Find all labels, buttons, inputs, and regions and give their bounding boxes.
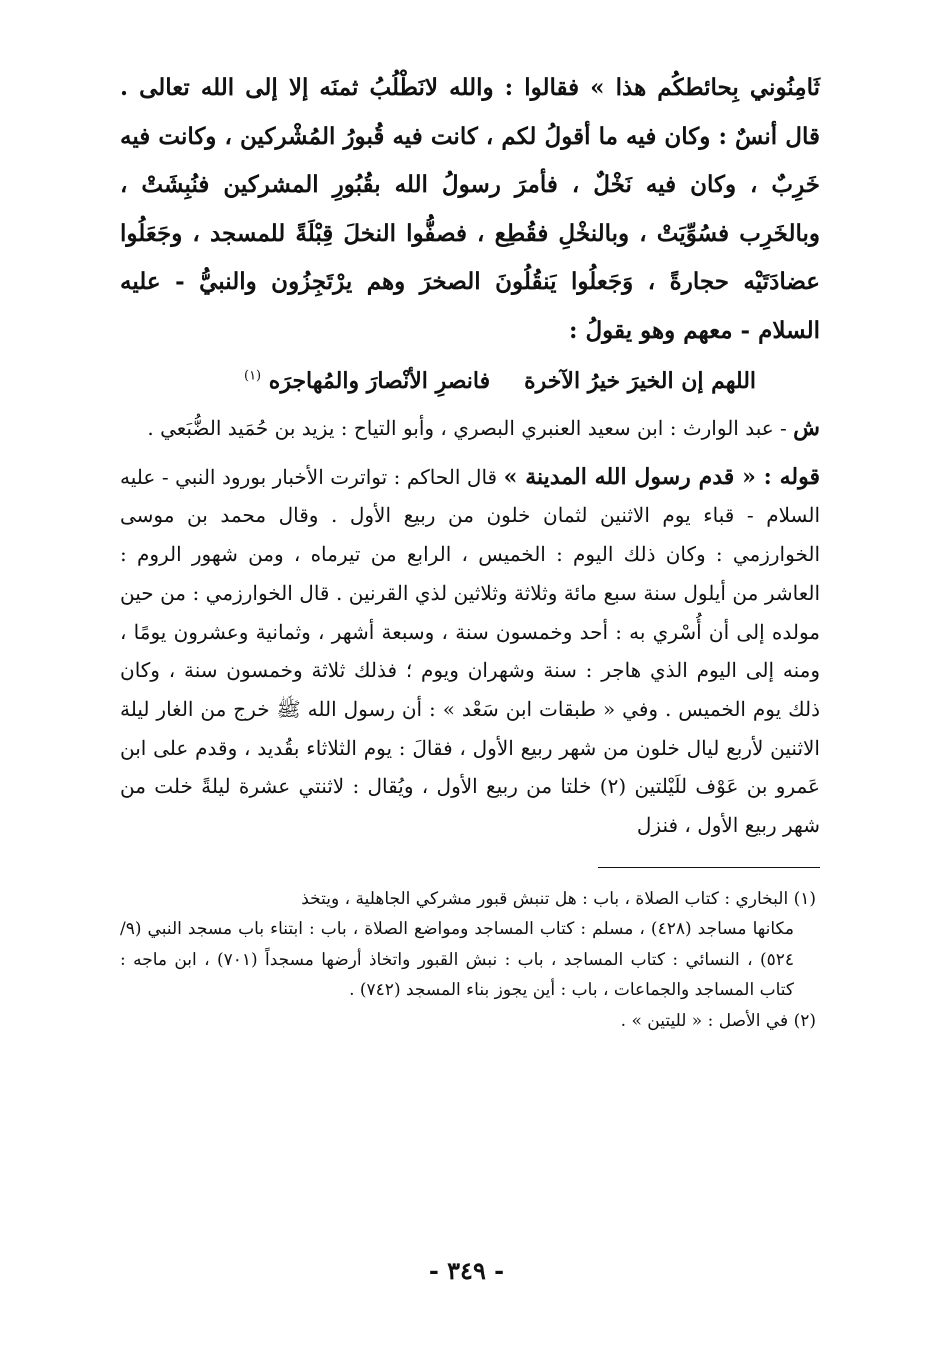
commentary-lead: قوله : « قدم رسول الله المدينة » xyxy=(503,463,820,490)
sharh-lead: ش xyxy=(793,415,820,441)
footnote-1-continuation: مكانها مساجد (٤٢٨) ، مسلم : كتاب المساجد ومواضع الصلاة ، باب : ابتناء باب مسجد النبي (٩/ ٥٢٤) ، النسائي : كتاب المساجد ، باب : نبش القبور واتخاذ أرضها مسجداً (٧٠١) ، ابن ماجه : كتاب المساجد والجماعات ، باب : أين يجوز بناء المسجد (٧٤٢) . xyxy=(120,919,794,1001)
footnotes xyxy=(120,884,820,1037)
page-body xyxy=(120,64,820,1036)
verse-second-hemistich xyxy=(244,368,490,394)
commentary-paragraph xyxy=(120,458,820,845)
verse-first-hemistich: اللهم إن الخيرَ خيرُ الآخرة xyxy=(524,368,757,394)
poetry-verse xyxy=(120,361,820,401)
verse-second-text: فانصرِ الأنْصارَ والمُهاجرَه xyxy=(268,368,491,394)
footnote-separator xyxy=(598,867,820,868)
sharh-paragraph xyxy=(120,409,820,448)
footnote-2: (٢) في الأصل : « لليتين » . xyxy=(620,1010,816,1031)
footnote-marker-1[interactable]: (١) xyxy=(243,368,262,384)
hadith-text: ثَامِنُوني بِحائطكُم هذا » فقالوا : والله لانَطْلُبُ ثمنَه إلا إلى الله تعالى . قال أنسٌ : وكان فيه ما أقولُ لكم ، كانت فيه قُبورُ المُشْركين ، وكانت فيه خَرِبٌ ، وكان فيه نَخْلٌ ، فأمرَ رسولُ الله بقُبُورِ المشركين فنُبِشَتْ ، وبالخَرِب فسُوِّيَتْ ، وبالنخْلِ فقُطِع ، فصفُّوا النخلَ قِبْلَةً للمسجد ، وجَعَلُوا عضادَتَيْه حجارةً ، وَجَعلُوا يَنقُلُونَ الصخرَ وهم يرْتَجِزُون والنبيُّ - عليه السلام - معهم وهو يقولُ : xyxy=(120,74,820,344)
commentary-text: قال الحاكم : تواترت الأخبار بورود النبي - عليه السلام - قباء يوم الاثنين لثمان خلون من ربيع الأول . وقال محمد بن موسى الخوارزمي : وكان ذلك اليوم : الخميس ، الرابع من تيرماه ، ومن شهور الروم : العاشر من أيلول سنة سبع مائة وثلاثة وثلاثين لذي القرنين . قال الخوارزمي : من حين مولده إلى أن أُسْري به : أحد وخمسون سنة ، وسبعة أشهر ، وثمانية وعشرون يومًا ، ومنه إلى اليوم الذي هاجر : سنة وشهران ويوم ؛ فذلك ثلاثة وخمسون سنة ، وكان ذلك يوم الخميس . وفي « طبقات ابن سَعْد » : أن رسول الله ﷺ خرج من الغار ليلة الاثنين لأربع ليال خلون من شهر ربيع الأول ، فقالَ : يوم الثلاثاء بقُديد ، وقدم على ابن عَمرو بن عَوْف للَيْلتين (٢) خلتا من ربيع الأول ، ويُقال : لاثنتي عشرة ليلةً خلت من شهر ربيع الأول ، فنزل xyxy=(120,464,820,838)
sharh-text: - عبد الوارث : ابن سعيد العنبري البصري ، وأبو التياح : يزيد بن حُمَيد الضُّبَعي . xyxy=(147,416,794,440)
page-number: - ٣٤٩ - xyxy=(428,1256,505,1285)
footnote-1-first-line: (١) البخاري : كتاب الصلاة ، باب : هل تنبش قبور مشركي الجاهلية ، ويتخذ xyxy=(301,888,816,909)
footnote-1 xyxy=(120,884,820,1006)
